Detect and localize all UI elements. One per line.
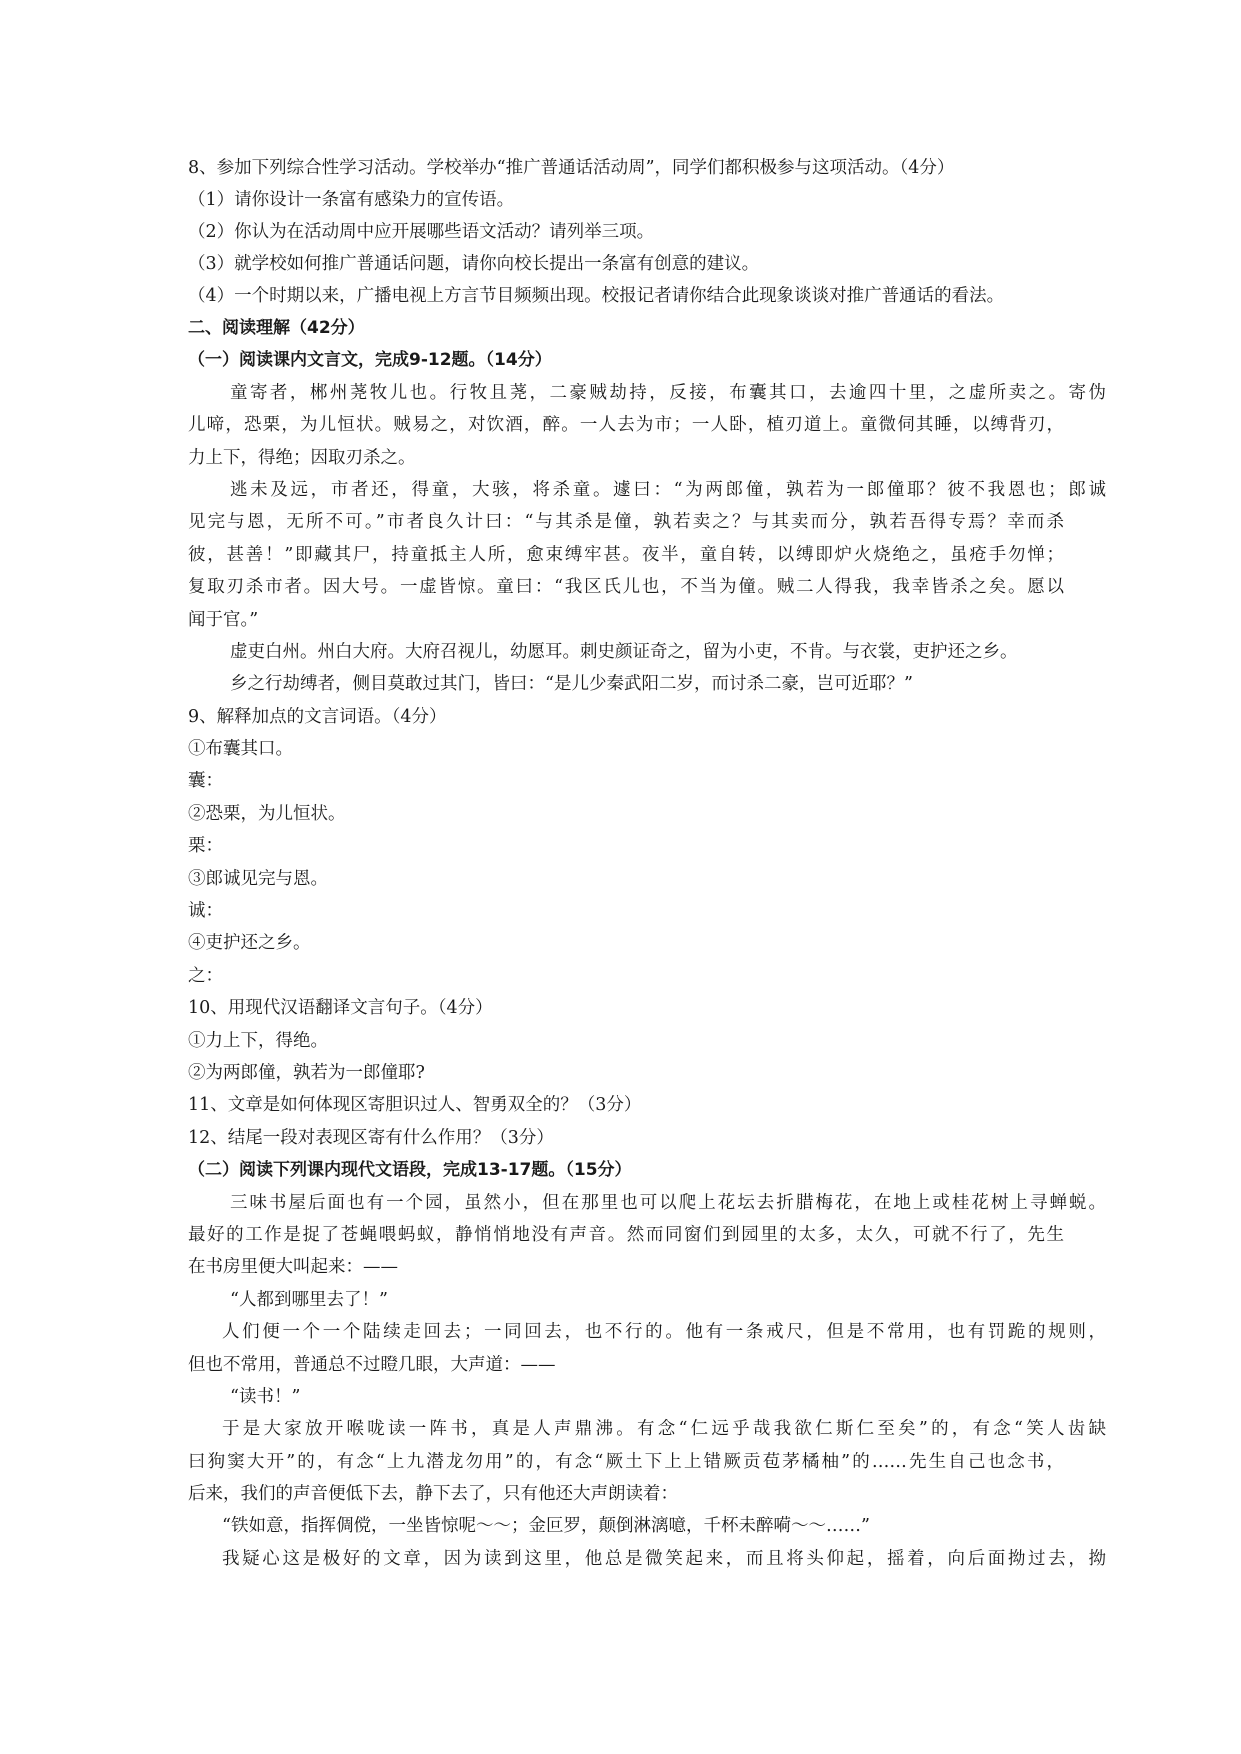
passage1-line: 复取刃杀市者。因大号。一虚皆惊。童曰：“我区氏儿也，不当为僮。贼二人得我，我幸皆杀之矣。愿以	[188, 577, 1064, 598]
passage2-line: “铁如意，指挥倜傥，一坐皆惊呢～～；金叵罗，颠倒淋漓噫，千杯未醉嗬～～……”	[222, 1516, 870, 1537]
passage2-line: 三味书屋后面也有一个园，虽然小，但在那里也可以爬上花坛去折腊梅花，在地上或桂花树上寻蝉蜕。	[230, 1192, 1106, 1213]
q9-item: ③郎诚见完与恩。	[188, 868, 328, 889]
passage1-line: 彼，甚善！”即藏其尸，持童抵主人所，愈束缚牢甚。夜半，童自转，以缚即炉火烧绝之，虽疮手勿惮；	[188, 544, 1064, 565]
passage1-line: 虚吏白州。州白大府。大府召视儿，幼愿耳。刺史颜证奇之，留为小吏，不肯。与衣裳，吏护还之乡。	[230, 641, 1018, 662]
section-title-reading: 二、阅读理解（42分）	[188, 318, 365, 338]
passage2-line: 于是大家放开喉咙读一阵书，真是人声鼎沸。有念“仁远乎哉我欲仁斯仁至矣”的，有念“笑人齿缺	[222, 1419, 1106, 1440]
q10-item: ②为两郎僮，孰若为一郎僮耶?	[188, 1062, 425, 1083]
passage2-line: 我疑心这是极好的文章，因为读到这里，他总是微笑起来，而且将头仰起，摇着，向后面拗过去，拗	[222, 1548, 1106, 1569]
q9-answer-label: 栗：	[188, 836, 223, 857]
q9-item: ②恐栗，为儿恒状。	[188, 803, 346, 824]
passage2-line: 但也不常用，普通总不过瞪几眼，大声道：——	[188, 1354, 556, 1375]
passage2-line: 最好的工作是捉了苍蝇喂蚂蚁，静悄悄地没有声音。然而同窗们到园里的太多，太久，可就不行了，先生	[188, 1224, 1064, 1245]
part1-title: （一）阅读课内文言文，完成9-12题。（14分）	[188, 350, 552, 371]
passage2-line: “人都到哪里去了！”	[230, 1289, 388, 1310]
q10-item: ①力上下，得绝。	[188, 1030, 328, 1051]
q9-stem: 9、解释加点的文言词语。（4分）	[188, 706, 447, 727]
q8-item-1: （1）请你设计一条富有感染力的宣传语。	[188, 190, 515, 210]
passage1-line: 乡之行劫缚者，侧目莫敢过其门，皆曰：“是儿少秦武阳二岁，而讨杀二豪，岂可近耶？”	[230, 674, 913, 695]
passage2-line: 后来，我们的声音便低下去，静下去了，只有他还大声朗读着：	[188, 1484, 678, 1505]
passage1-line: 童寄者，郴州荛牧儿也。行牧且荛，二豪贼劫持，反接，布囊其口，去逾四十里，之虚所卖之。寄伪	[230, 382, 1106, 403]
q9-answer-label: 之：	[188, 965, 223, 986]
part2-title: （二）阅读下列课内现代文语段，完成13-17题。（15分）	[188, 1160, 632, 1181]
passage2-line: 曰狗窦大开”的，有念“上九潜龙勿用”的，有念“厥土下上上错厥贡苞茅橘柚”的……先生自己也念书，	[188, 1451, 1064, 1472]
q8-item-2: （2）你认为在活动周中应开展哪些语文活动？请列举三项。	[188, 222, 655, 242]
passage1-line: 力上下，得绝；因取刃杀之。	[188, 447, 416, 468]
q8-item-3: （3）就学校如何推广普通话问题，请你向校长提出一条富有创意的建议。	[188, 254, 760, 274]
q10-stem: 10、用现代汉语翻译文言句子。（4分）	[188, 998, 493, 1019]
passage1-line: 闻于官。”	[188, 609, 259, 630]
passage2-line: “读书！”	[230, 1386, 301, 1407]
q8-stem: 8、参加下列综合性学习活动。学校举办“推广普通话活动周”，同学们都积极参与这项活动。（4分）	[188, 158, 955, 178]
q12-stem: 12、结尾一段对表现区寄有什么作用？（3分）	[188, 1127, 554, 1148]
q9-item: ①布囊其口。	[188, 739, 293, 760]
passage2-line: 在书房里便大叫起来：——	[188, 1257, 398, 1278]
passage1-line: 儿啼，恐栗，为儿恒状。贼易之，对饮酒，醉。一人去为市；一人卧，植刃道上。童微伺其睡，以缚背刃，	[188, 415, 1064, 436]
passage2-line: 人们便一个一个陆续走回去；一同回去，也不行的。他有一条戒尺，但是不常用，也有罚跪的规则，	[222, 1322, 1106, 1343]
passage1-line: 逃未及远，市者还，得童，大骇，将杀童。遽曰：“为两郎僮，孰若为一郎僮耶？彼不我恩也；郎诚	[230, 479, 1106, 500]
q8-item-4: （4）一个时期以来，广播电视上方言节目频频出现。校报记者请你结合此现象谈谈对推广普通话的看法。	[188, 286, 1005, 306]
q9-item: ④吏护还之乡。	[188, 933, 311, 954]
q9-answer-label: 囊：	[188, 771, 223, 792]
passage1-line: 见完与恩，无所不可。”市者良久计曰：“与其杀是僮，孰若卖之？与其卖而分，孰若吾得专焉？幸而杀	[188, 512, 1064, 533]
q11-stem: 11、文章是如何体现区寄胆识过人、智勇双全的？（3分）	[188, 1095, 642, 1116]
q9-answer-label: 诚：	[188, 901, 223, 922]
